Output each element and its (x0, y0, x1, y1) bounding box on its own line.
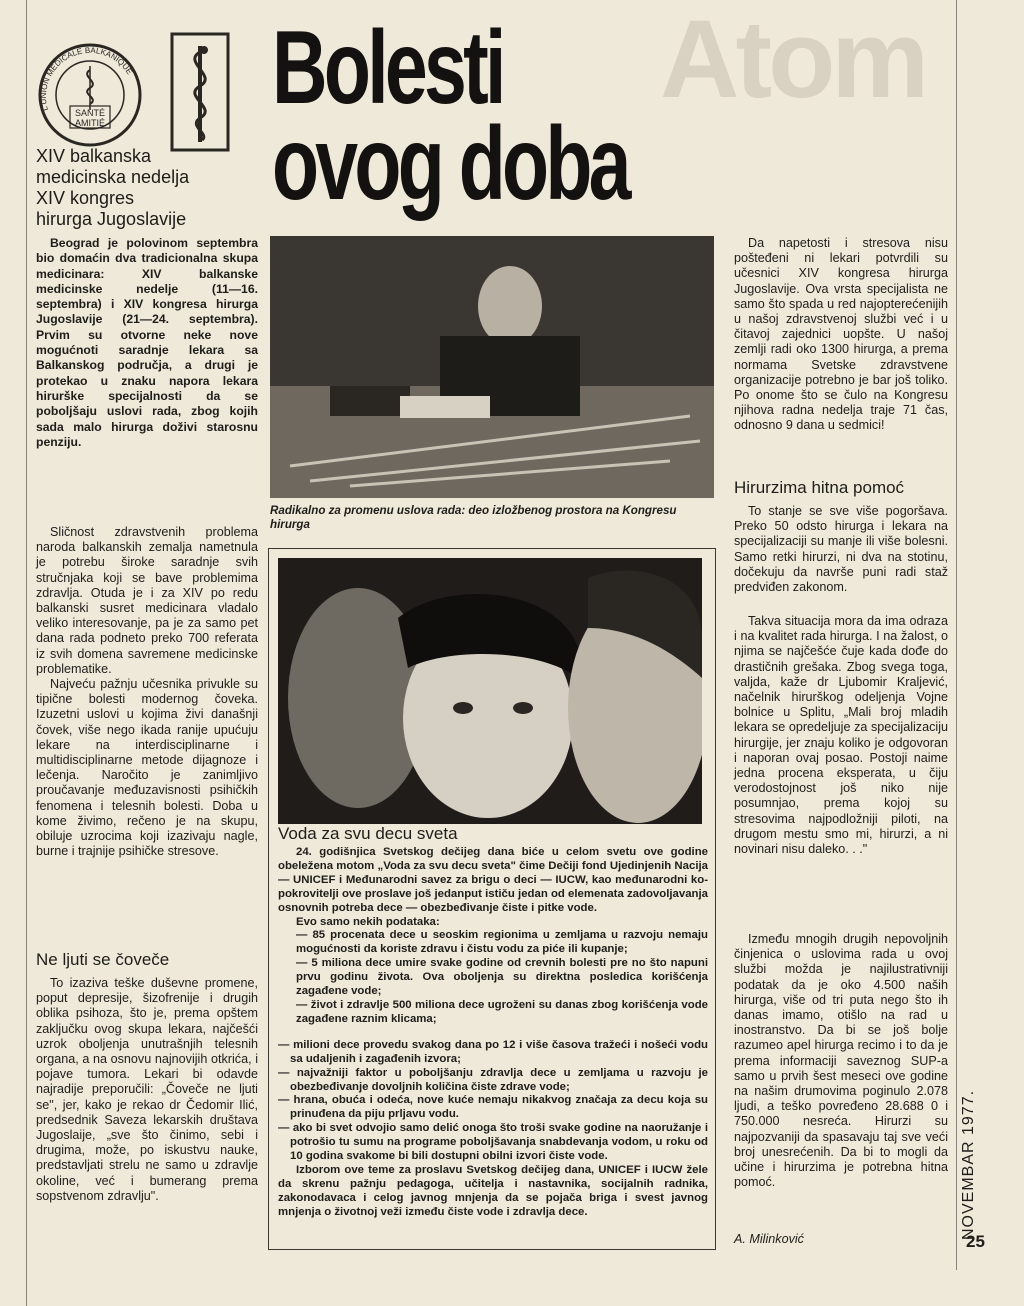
svg-text:L'UNION MÉDICALE BALKANIQUE: L'UNION MÉDICALE BALKANIQUE (38, 45, 135, 112)
box-body (278, 846, 708, 1220)
right-subsection (734, 478, 948, 595)
issue-date: NOVEMBAR 1977. (960, 1089, 977, 1240)
headline-line-2: ovog doba (272, 106, 628, 222)
body-paragraph: Između mnogih drugih nepovoljnih činjenica o uslovima rada u ovoj službi možda je najilustrativniji podatak da je oko 4.500 naših hirurga, više od tri puta nego što ih danas imamo, otišlo na rad u inostranstvo. Da bi se još bolje razumeo apel hirurga recimo i to da je prema informaciji saveznog SUP-a samo u prvih šest meseci ove godine na našim drumovima poginulo 2.078 ljudi, a teško povređeno 28.688 0 i 750.000 nesreća. Hirurzi su najpozvaniji da spasavaju taj sve veći broj unesrećenih. Da bi to mogli da učine i hirurzima je potrebna hitna pomoć. (734, 932, 948, 1190)
right-column-body-2 (734, 614, 948, 857)
event-kicker (36, 146, 256, 230)
kicker-line: XIV balkanska (36, 146, 152, 166)
body-paragraph: To izaziva teške duševne promene, poput depresije, šizofrenije i drugih oblika psihoza, što je, prema opštem zaključku ovog skupa lekara, najčešći uzrok oboljenja unutrašnjih telesnih organa, a na osnovu najnovijih otkrića, i pojave tumora. Lekari bi odavde najradije preporučili: „Čoveče ne ljuti se", jer, kako je rekao dr Čedomir Ilić, predsednik Saveza lekarskih društava Jugoslaije, „sve što činimo, sebi i drugima, može, po iskustvu nauke, predstavljati strelu ne samo u zdravlje okoline, već i bumerang prema sopstvenom zdravlju". (36, 976, 258, 1203)
page-number: 25 (966, 1232, 985, 1251)
box-bullet: — život i zdravlje 500 miliona dece ugroženi su danas zbog korišćenja vode zagađene raznim klicama; (296, 998, 708, 1025)
headline-line-1: Bolesti (272, 10, 503, 126)
kicker-line: XIV kongres (36, 188, 135, 208)
intro-paragraph: Beograd je polovinom septembra bio domaćin dva tradicionalna skupa medicinara: XIV balkanske medicinske nedelje (11—16. septembra) i XIV kongresa hirurga Jugoslavije (21—24. septembra). Prvim su otvorne neke nove mogućnoti saradnje lekara sa Balkanskog područja, a drugi je protekao u znaku napora lekara hirurške specijalnosti da se poboljšaju uslovi rada, zbog kojih sada malo hirurga doživi starosnu penziju. (36, 236, 258, 449)
box-bullet: — najvažniji faktor u poboljšanju zdravlja dece u zemljama u razvoju je obezbeđivanje dovoljnih količina čiste zdrave vode; (278, 1066, 708, 1093)
left-column-body (36, 525, 258, 859)
body-paragraph: To stanje se sve više pogoršava. Preko 50 odsto hirurga i lekara na specijalizaciji su manje ili više bolesni. Samo retki hirurzi, ni dva na stotinu, dočekuju da navrše puni radi staž predviđen zakonom. (734, 504, 948, 595)
bleed-through-text: Atom (660, 10, 926, 121)
box-bullet: — 5 miliona dece umire svake godine od crevnih bolesti pre no što napuni prvu godinu života. Ova oboljenja su direktna posledica korišćenja zagađene vode; (296, 957, 708, 998)
body-paragraph: Takva situacija mora da ima odraza i na kvalitet rada hirurga. I na žalost, o njima se najčešće čuje kada dođe do drastičnih grešaka. Zbog svega toga, valjda, kaže dr Ljubomir Kraljević, načelnik hirurškog odeljenja Vojne bolnice u Splitu, „Mali broj mladih lekara se opredeljuje za specijalizaciju hirurgije, jer znaju koliko je odgovoran i naporan ovaj posao. Postoji naime jedna procena eksperata, u čiju verodostojnost još niko nije posumnjao, prema kojoj su stresovima najpodložniji piloti, na drugom mestu smo mi, hirurzi, a ni novinari nisu daleko. . ." (734, 614, 948, 857)
intro-lead (36, 236, 258, 450)
svg-text:AMITIÉ: AMITIÉ (74, 118, 106, 128)
left-subsection (36, 950, 258, 1204)
box-heading: Voda za svu decu sveta (278, 824, 458, 843)
author-byline: A. Milinković (734, 1232, 804, 1246)
box-bullet: — ako bi svet odvojio samo delić onoga što troši svake godine na naoružanje i potrošio tu sumu na programe poboljšavanja snabdevanja vodom, u roku od 10 godina svakome bi bili dostupni obilni izvori čiste vode. (278, 1122, 708, 1163)
box-bullet: — 85 procenata dece u seoskim regionima u zemljama u razvoju nemaju mogućnosti da koriste zdravu i čistu vodu za piće ili kupanje; (296, 929, 708, 956)
body-paragraph: Najveću pažnju učesnika privukle su tipične bolesti modernog čoveka. Izuzetni uslovi u kojima živi današnji čovek, više nego ikada ranije upućuju lekare na interdisciplinarne i multidisciplinarne metode dijagnoze i lečenja. Naročito je zanimljivo proučavanje međuzavisnosti psihičkih fenomena i telesnih bolesti. Doba u kome živimo, rečeno je na skupu, obiluje uzrocima koji izazivaju nagle, burne i trajnije psihičke stresove. (36, 677, 258, 859)
subheading-hirurzima: Hirurzima hitna pomoć (734, 478, 905, 497)
box-paragraph: Izborom ove teme za proslavu Svetskog dečijeg dana, UNICEF i IUCW žele da skrenu pažnju pedagoga, učitelja i nastavnika, socijalnih radnika, zakonodavaca i celog javnog mnjenja da se pojača briga i svest javnog mnjenja o životnoj veži između čiste vode i zdravlja dece. (278, 1163, 708, 1218)
photo-caption: Radikalno za promenu uslova rada: deo izložbenog prostora na Kongresu hirurga (270, 504, 677, 531)
subheading-ne-ljuti-se: Ne ljuti se čoveče (36, 950, 170, 969)
left-margin-rule (26, 0, 27, 1306)
svg-text:SANTÉ: SANTÉ (74, 108, 106, 118)
box-bullet: — hrana, obuća i odeća, nove kuće nemaju nikakvog značaja za decu koja su prinuđena da piju prljavu vodu. (278, 1094, 708, 1121)
box-bullet: — milioni dece provedu svakog dana po 12 i više časova tražeći i nošeći vodu sa udaljenih i zagađenih izvora; (278, 1038, 708, 1065)
box-paragraph: Evo samo nekih podataka: (296, 915, 440, 928)
photo-children (278, 558, 702, 824)
kicker-line: medicinska nedelja (36, 167, 190, 187)
headline (272, 10, 628, 222)
right-column-body-3 (734, 932, 948, 1190)
asclepius-rod-emblem (170, 32, 230, 152)
box-paragraph: 24. godišnjica Svetskog dečijeg dana biće u celom svetu ove godine obeležena motom „Voda za svu decu sveta" čime Dečiji fond Ujedinjenih Nacija — UNICEF i Međunarodni savez za brigu o deci — IUCW, kao međunarodni ko-pokrovitelji ove proslave još jedanput ističu jedan od elemenata zadovoljavanja osnovnih potreba dece — obezbeđivanje čiste i pitke vode. (278, 846, 708, 914)
body-paragraph: Sličnost zdravstvenih problema naroda balkanskih zemalja nametnula je potrebu široke saradnje svih stručnjaka koji se bave problemima zdravlja. Otuda je i za XIV po redu balkanski susret medicinara vladalo veliko interesovanje, pa je za samo pet dana rada podneto preko 700 referata iz svih domena savremene medicinske problematike. (36, 525, 258, 676)
body-paragraph: Da napetosti i stresova nisu pošteđeni ni lekari potvrdili su učesnici XIV kongresa hirurga Jugoslavije. Ova vrsta specijalista ne samo što spada u red najopterećenijih u našoj zdravstvenoj službi već i u čitavoj zajednici uopšte. U našoj zemlji radi oko 1300 hirurga, a prema normama Svetske zdravstvene organizacije potrebno je bar još toliko. Po onome što se čulo na Kongresu njihova radna nedelja traje 71 čas, odnosno 9 dana u sedmici! (734, 236, 948, 433)
photo-illustration (278, 558, 702, 824)
photo-illustration (270, 236, 714, 498)
spacer (278, 1027, 708, 1039)
photo-surgeons-exhibition (270, 236, 714, 498)
right-column-body (734, 236, 948, 434)
kicker-line: hirurga Jugoslavije (36, 209, 187, 229)
balkan-medical-union-logo (30, 40, 150, 150)
